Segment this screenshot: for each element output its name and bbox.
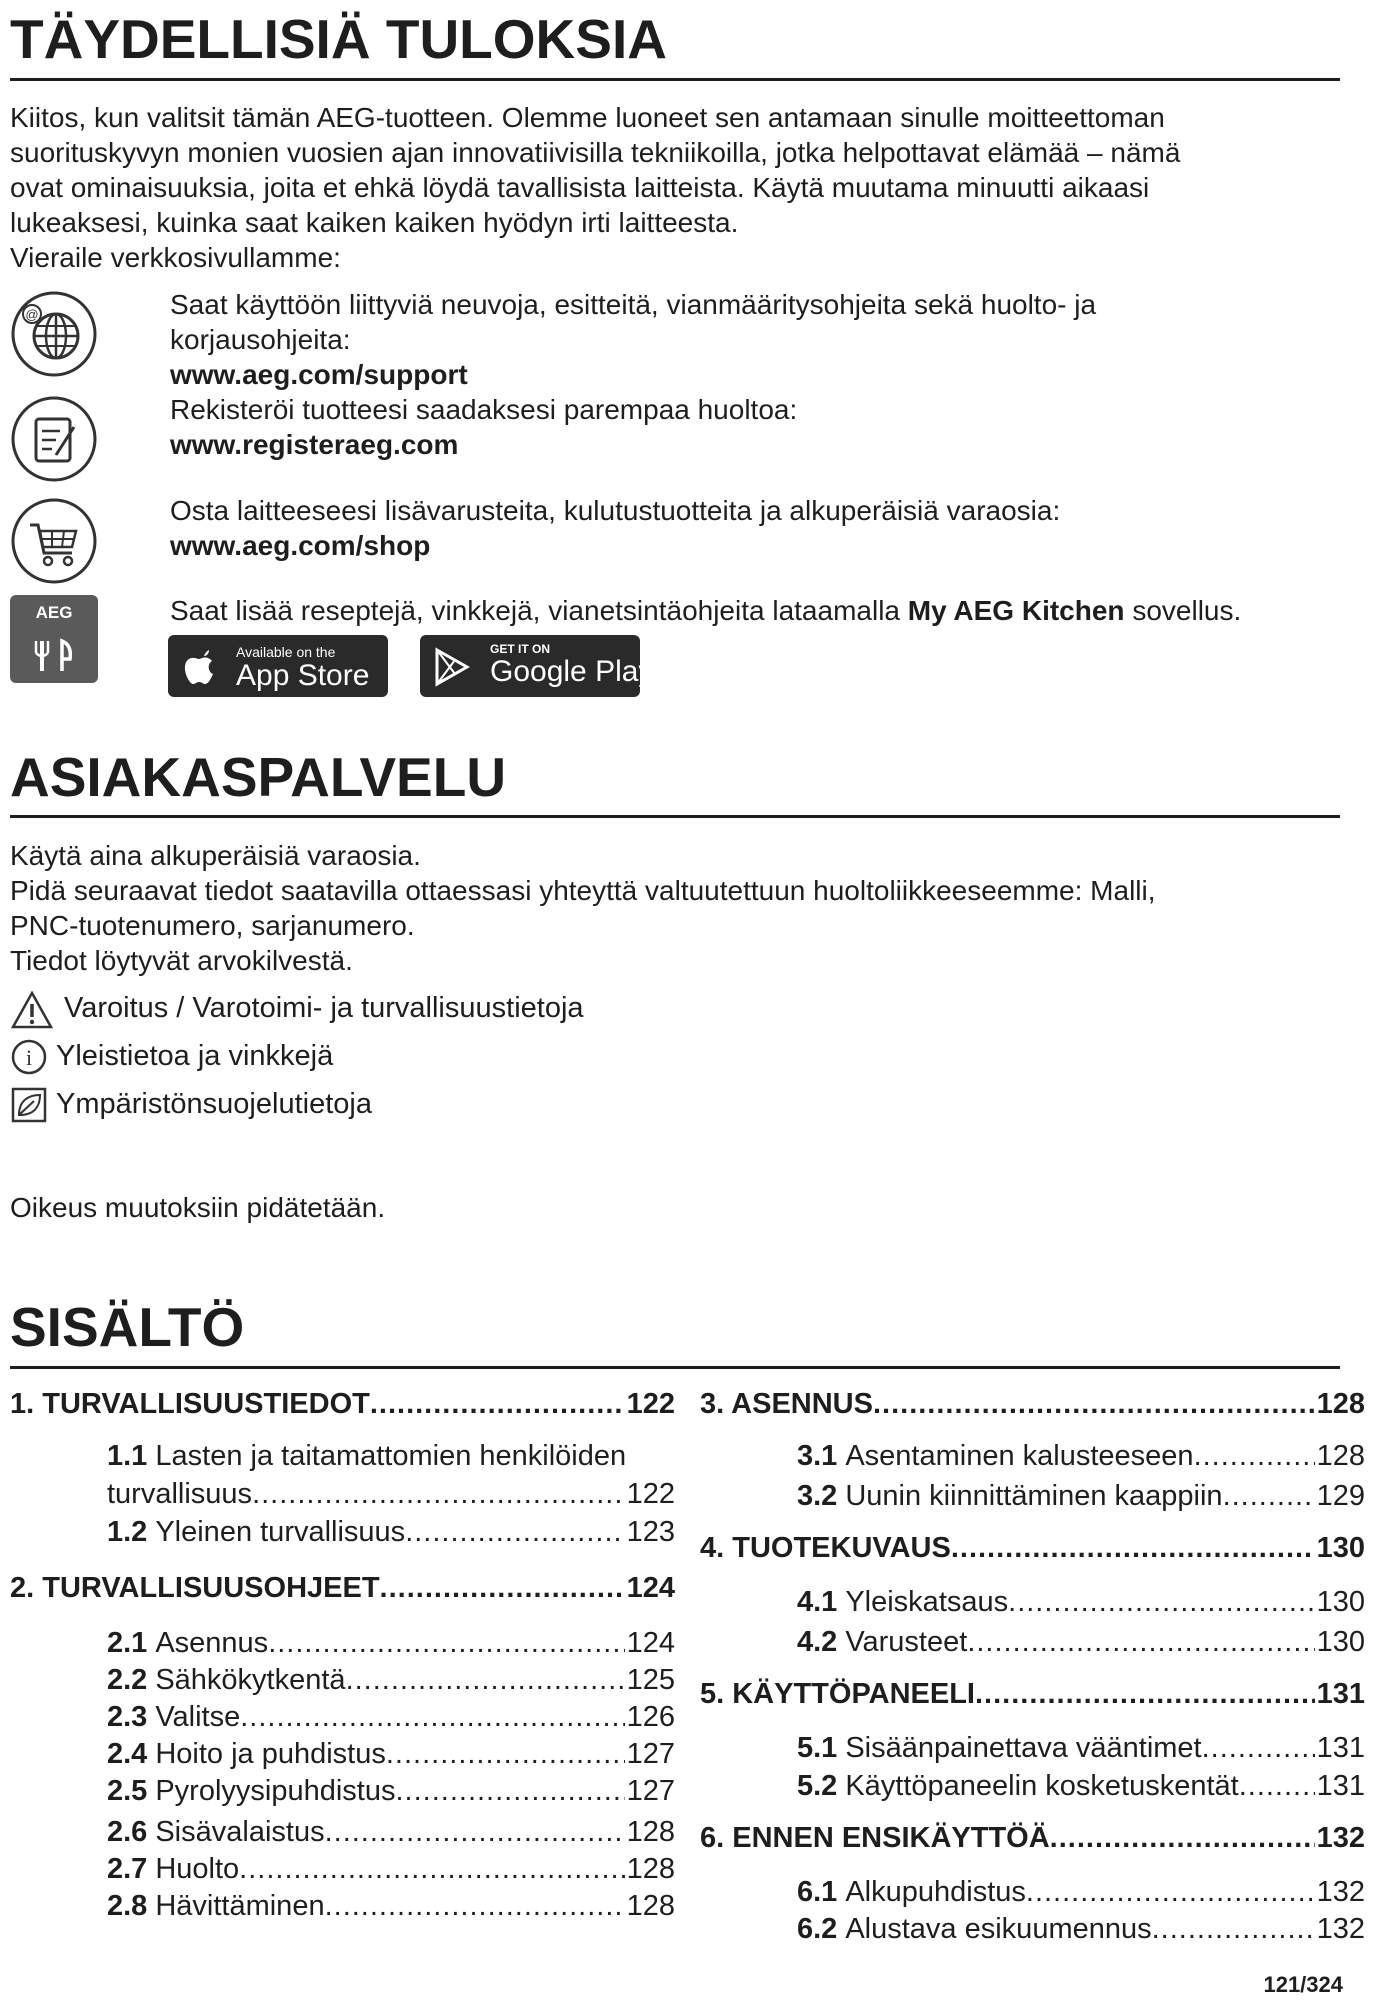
toc-title: Käyttöpaneelin kosketuskentät	[845, 1770, 1239, 1802]
toc-num: 6.2	[797, 1913, 838, 1945]
heading-rule	[10, 1366, 1340, 1369]
toc-title: 1. TURVALLISUUSTIEDOT	[10, 1388, 370, 1420]
toc-entry-2-3[interactable]	[107, 1699, 675, 1735]
toc-num: 2.5	[107, 1775, 148, 1807]
legend-info-label: Yleistietoa ja vinkkejä	[56, 1040, 334, 1072]
toc-title: Asennus	[155, 1627, 269, 1659]
google-play-badge[interactable]	[420, 635, 654, 697]
toc-page: 123	[626, 1516, 675, 1548]
svg-text:i: i	[25, 1045, 33, 1070]
google-play-icon	[434, 647, 470, 687]
toc-num: 2.7	[107, 1853, 148, 1885]
aeg-app-icon	[10, 595, 98, 683]
toc-page: 131	[1316, 1732, 1365, 1764]
svg-text:@: @	[25, 307, 39, 322]
app-text-pre: Saat lisää reseptejä, vinkkejä, vianetsintäohjeita lataamalla	[170, 595, 900, 626]
legend-info	[10, 1038, 333, 1074]
toc-num: 3.2	[797, 1480, 838, 1512]
shop-link[interactable]: www.aeg.com/shop	[170, 530, 431, 561]
toc-page: 130	[1316, 1586, 1365, 1618]
toc-title: Valitse	[155, 1701, 241, 1733]
service-line: PNC-tuotenumero, sarjanumero.	[10, 910, 415, 941]
toc-page: 132	[1316, 1876, 1365, 1908]
toc-title: Sähkökytkentä	[155, 1664, 346, 1696]
toc-title: 2. TURVALLISUUSOHJEET	[10, 1572, 380, 1604]
intro-paragraph	[10, 100, 1340, 275]
support-text: Saat käyttöön liittyviä neuvoja, esitteitä, vianmääritysohjeita sekä huolto- ja	[170, 289, 1097, 320]
toc-title: Lasten ja taitamattomien henkilöiden	[155, 1440, 627, 1472]
app-text-post: sovellus.	[1132, 595, 1242, 626]
toc-section-2[interactable]	[10, 1570, 675, 1606]
toc-page: 122	[626, 1388, 675, 1420]
toc-title: Yleiskatsaus	[845, 1586, 1009, 1618]
toc-entry-6-2[interactable]	[797, 1911, 1365, 1947]
toc-entry-2-6[interactable]	[107, 1814, 675, 1850]
toc-entry-6-1[interactable]	[797, 1874, 1365, 1910]
aeg-logo-text: AEG	[35, 603, 73, 622]
toc-page: 127	[626, 1775, 675, 1807]
toc-title: Uunin kiinnittäminen kaappiin	[845, 1480, 1223, 1512]
register-link[interactable]: www.registeraeg.com	[170, 429, 459, 460]
legend-warning	[10, 990, 584, 1026]
toc-entry-2-1[interactable]	[107, 1625, 675, 1661]
toc-page: 130	[1316, 1626, 1365, 1658]
page-number: 121/324	[1263, 1972, 1343, 1997]
disclaimer: Oikeus muutoksiin pidätetään.	[10, 1192, 386, 1223]
toc-page: 131	[1316, 1678, 1365, 1710]
support-text: korjausohjeita:	[170, 324, 351, 355]
toc-entry-5-1[interactable]	[797, 1730, 1365, 1766]
toc-entry-2-7[interactable]	[107, 1851, 675, 1887]
intro-line: ovat ominaisuuksia, joita et ehkä löydä tavallisista laitteista. Käytä muutama minuutti aikaasi	[10, 172, 1150, 203]
toc-num: 2.2	[107, 1664, 148, 1696]
toc-title: Varusteet	[845, 1626, 968, 1658]
toc-entry-1-1[interactable]	[107, 1438, 626, 1474]
toc-page: 122	[626, 1478, 675, 1510]
support-block	[170, 287, 1350, 427]
toc-page: 128	[1316, 1388, 1365, 1420]
toc-title: Huolto	[155, 1853, 240, 1885]
toc-entry-5-2[interactable]	[797, 1768, 1365, 1804]
shop-text: Osta laitteeseesi lisävarusteita, kulutustuotteita ja alkuperäisiä varaosia:	[170, 495, 1061, 526]
toc-entry-2-4[interactable]	[107, 1736, 675, 1772]
toc-page: 124	[626, 1572, 675, 1604]
toc-title: Alustava esikuumennus	[845, 1913, 1152, 1945]
toc-section-5[interactable]	[700, 1676, 1365, 1712]
toc-section-4[interactable]	[700, 1530, 1365, 1566]
toc-num: 1.2	[107, 1516, 148, 1548]
register-document-icon	[10, 395, 98, 483]
toc-entry-3-1[interactable]	[797, 1438, 1365, 1474]
google-play-small-text: GET IT ON	[490, 642, 550, 656]
toc-entry-4-2[interactable]	[797, 1624, 1365, 1660]
toc-section-1[interactable]	[10, 1386, 675, 1422]
leaf-icon	[10, 1086, 48, 1124]
intro-line: lukeaksesi, kuinka saat kaiken kaiken hyödyn irti laitteesta.	[10, 207, 739, 238]
intro-line: Kiitos, kun valitsit tämän AEG-tuotteen. Olemme luoneet sen antamaan sinulle moitteettoman	[10, 102, 1165, 133]
heading-rule	[10, 78, 1340, 81]
shop-block	[170, 493, 1350, 563]
toc-title: Hävittäminen	[155, 1890, 325, 1922]
apple-icon	[182, 648, 214, 686]
toc-title: Sisävalaistus	[155, 1816, 325, 1848]
toc-page: 132	[1316, 1822, 1365, 1854]
toc-num: 2.6	[107, 1816, 148, 1848]
toc-title: Asentaminen kalusteeseen	[845, 1440, 1194, 1472]
info-icon	[10, 1038, 48, 1076]
service-line: Pidä seuraavat tiedot saatavilla ottaessasi yhteyttä valtuutettuun huoltoliikkeeseemme: Malli,	[10, 875, 1156, 906]
toc-entry-3-2[interactable]	[797, 1478, 1365, 1514]
toc-entry-1-1-cont[interactable]	[107, 1476, 675, 1512]
legend-environment	[10, 1086, 372, 1122]
toc-title: Alkupuhdistus	[845, 1876, 1026, 1908]
toc-page: 126	[626, 1701, 675, 1733]
toc-num: 4.2	[797, 1626, 838, 1658]
toc-num: 5.2	[797, 1770, 838, 1802]
toc-num: 2.3	[107, 1701, 148, 1733]
toc-entry-4-1[interactable]	[797, 1584, 1365, 1620]
toc-page: 127	[626, 1738, 675, 1770]
toc-entry-2-8[interactable]	[107, 1888, 675, 1924]
toc-title: 6. ENNEN ENSIKÄYTTÖÄ	[700, 1822, 1050, 1854]
toc-heading: SISÄLTÖ	[10, 1296, 245, 1358]
toc-title: Sisäänpainettava vääntimet	[845, 1732, 1202, 1764]
toc-num: 2.8	[107, 1890, 148, 1922]
legend-environment-label: Ympäristönsuojelutietoja	[56, 1088, 372, 1120]
toc-entry-1-2[interactable]	[107, 1514, 675, 1550]
toc-page: 129	[1316, 1480, 1365, 1512]
toc-title: Hoito ja puhdistus	[155, 1738, 386, 1770]
toc-num: 2.4	[107, 1738, 148, 1770]
toc-num: 5.1	[797, 1732, 838, 1764]
toc-entry-2-5[interactable]	[107, 1773, 675, 1809]
page-title: TÄYDELLISIÄ TULOKSIA	[10, 8, 667, 70]
register-text: Rekisteröi tuotteesi saadaksesi parempaa huoltoa:	[170, 394, 798, 425]
toc-title: 3. ASENNUS	[700, 1388, 873, 1420]
app-store-big-text: App Store	[236, 659, 370, 692]
toc-num: 4.1	[797, 1586, 838, 1618]
toc-section-6[interactable]	[700, 1820, 1365, 1856]
toc-page: 128	[626, 1890, 675, 1922]
service-paragraph	[10, 838, 1340, 978]
toc-title: 4. TUOTEKUVAUS	[700, 1532, 951, 1564]
globe-icon	[10, 290, 98, 378]
heading-rule	[10, 815, 1340, 818]
warning-icon	[10, 990, 54, 1030]
toc-title: Pyrolyysipuhdistus	[155, 1775, 396, 1807]
support-link[interactable]: www.aeg.com/support	[170, 359, 468, 390]
service-line: Käytä aina alkuperäisiä varaosia.	[10, 840, 421, 871]
toc-title: 5. KÄYTTÖPANEELI	[700, 1678, 975, 1710]
toc-title: Yleinen turvallisuus	[155, 1516, 406, 1548]
service-heading: ASIAKASPALVELU	[10, 746, 507, 808]
toc-title: turvallisuus	[107, 1478, 253, 1510]
app-store-badge[interactable]	[168, 635, 388, 697]
google-play-big-text: Google Play	[490, 655, 654, 688]
app-store-small-text: Available on the	[236, 644, 336, 660]
toc-num: 3.1	[797, 1440, 838, 1472]
toc-num: 6.1	[797, 1876, 838, 1908]
toc-num: 1.1	[107, 1440, 148, 1472]
app-promo-text	[170, 593, 1350, 628]
toc-page: 132	[1316, 1913, 1365, 1945]
toc-page: 128	[626, 1816, 675, 1848]
service-line: Tiedot löytyvät arvokilvestä.	[10, 945, 353, 976]
app-name: My AEG Kitchen	[907, 595, 1125, 626]
legend-warning-label: Varoitus / Varotoimi- ja turvallisuustietoja	[64, 992, 584, 1024]
toc-page: 125	[626, 1664, 675, 1696]
toc-num: 2.1	[107, 1627, 148, 1659]
toc-page: 131	[1316, 1770, 1365, 1802]
intro-line: suorituskyvyn monien vuosien ajan innovatiivisilla tekniikoilla, jotka helpottavat elämää – nämä	[10, 137, 1181, 168]
shopping-cart-icon	[10, 497, 98, 585]
toc-entry-2-2[interactable]	[107, 1662, 675, 1698]
toc-page: 130	[1316, 1532, 1365, 1564]
intro-line: Vieraile verkkosivullamme:	[10, 242, 341, 273]
toc-page: 128	[626, 1853, 675, 1885]
toc-page: 128	[1316, 1440, 1365, 1472]
toc-section-3[interactable]	[700, 1386, 1365, 1422]
toc-page: 124	[626, 1627, 675, 1659]
